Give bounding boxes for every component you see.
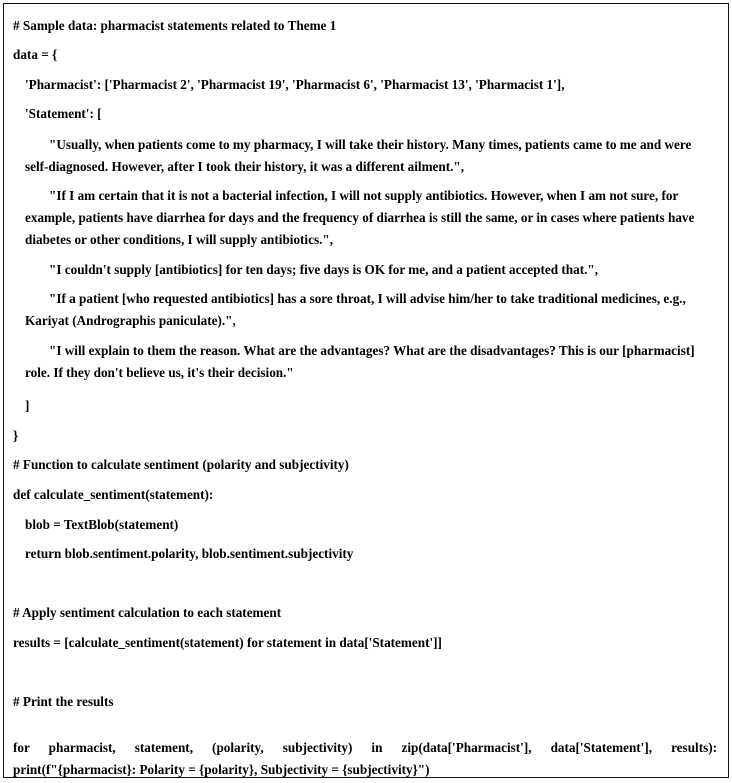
code-line-print: print(f"{pharmacist}: Polarity = {polarity}, Subjectivity = {subjectivity}") <box>13 761 430 777</box>
code-line-pharmacist-key: 'Pharmacist': ['Pharmacist 2', 'Pharmacist 19', 'Pharmacist 6', 'Pharmacist 13', 'Pharmacist 1'], <box>25 76 565 92</box>
code-line-data-open: data = { <box>13 47 58 62</box>
code-line-statement-key: 'Statement': [ <box>25 106 102 122</box>
statement-item: "I couldn't supply [antibiotics] for ten days; five days is OK for me, and a patient accepted that.", <box>49 261 599 277</box>
code-line-results-assign: results = [calculate_sentiment(statement) for statement in data['Statement']] <box>13 635 442 651</box>
code-line-comment-print: # Print the results <box>13 694 114 710</box>
statement-item: "I will explain to them the reason. What are the advantages? What are the disadvantages? This is our [pharmacist] role. If they don't believe us, it's their decision." <box>25 342 695 380</box>
code-blank-line <box>13 658 718 688</box>
code-line-list-close: ] <box>25 398 30 414</box>
code-blank-line <box>13 569 718 599</box>
code-listing-body <box>4 4 728 778</box>
code-listing-box <box>3 3 729 778</box>
code-line-for-loop: for pharmacist, statement, (polarity, subjectivity) in zip(data['Pharmacist'], data['Statement'], results): <box>13 739 717 755</box>
code-line-comment-apply: # Apply sentiment calculation to each statement <box>13 605 282 621</box>
code-line-dict-close: } <box>13 427 19 443</box>
code-line-def-calculate-sentiment: def calculate_sentiment(statement): <box>13 487 214 503</box>
code-line-comment-function: # Function to calculate sentiment (polarity and subjectivity) <box>13 457 349 473</box>
code-line-comment-sample-data: # Sample data: pharmacist statements related to Theme 1 <box>13 18 337 33</box>
code-line-return-sentiment: return blob.sentiment.polarity, blob.sentiment.subjectivity <box>25 546 354 562</box>
code-line-blob-assign: blob = TextBlob(statement) <box>25 516 179 532</box>
statement-item: "If a patient [who requested antibiotics] has a sore throat, I will advise him/her to take traditional medicines, e.g., Kariyat (Andrographis paniculate).", <box>25 291 686 329</box>
code-blank-line <box>13 717 718 737</box>
statement-item: "Usually, when patients come to my pharmacy, I will take their history. Many times, patients came to me and were self-diagnosed. However, after I took their history, it was a different ailment.", <box>25 136 692 174</box>
statement-item: "If I am certain that it is not a bacterial infection, I will not supply antibiotics. However, when I am not sure, for example, patients have diarrhea for days and the frequency of diarrhea is still the same, or in cases where patients have diabetes or other conditions, I will supply antibiotics.", <box>25 188 695 248</box>
code-block-for-print <box>13 737 718 778</box>
